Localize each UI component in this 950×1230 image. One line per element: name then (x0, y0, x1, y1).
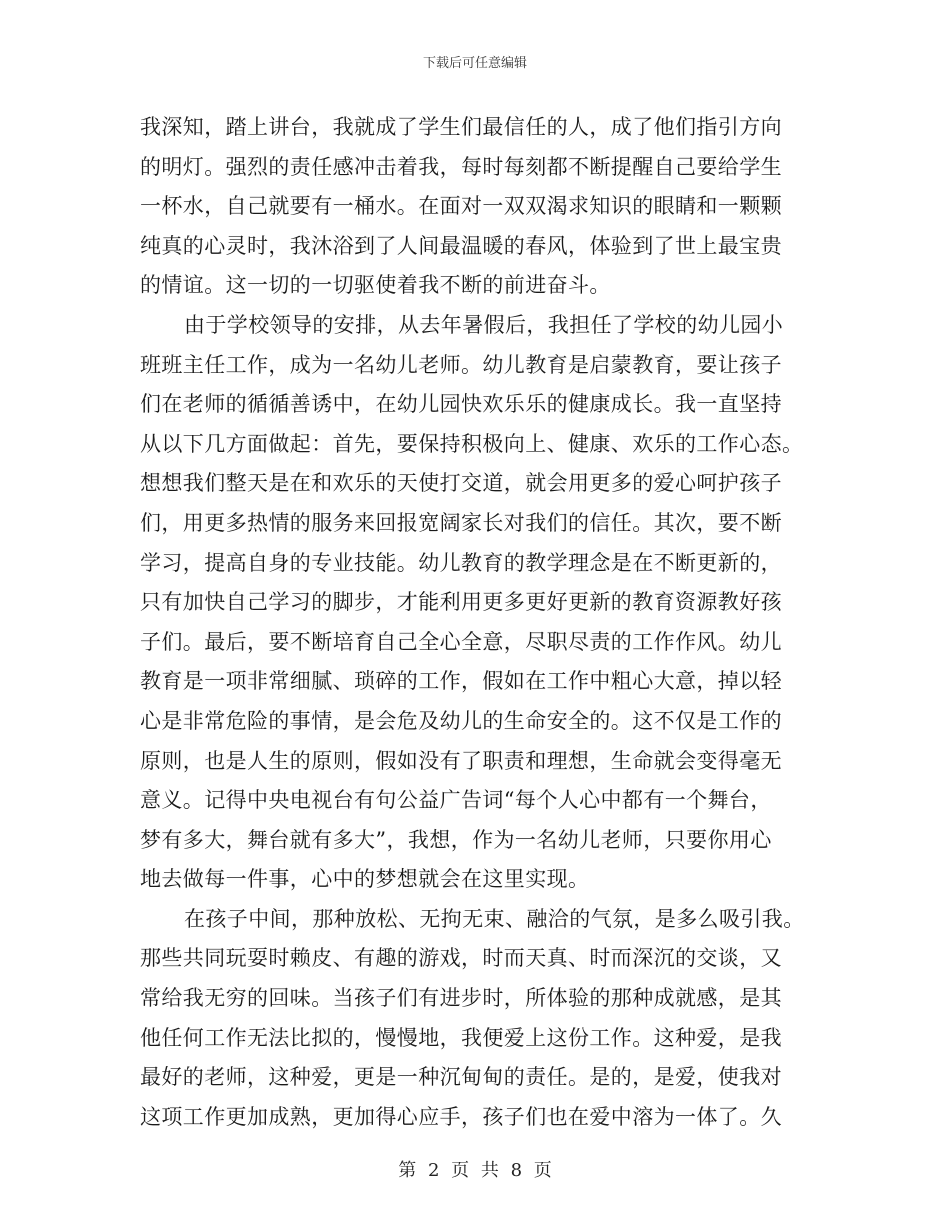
text-line: 的明灯。强烈的责任感冲击着我，每时每刻都不断提醒自己要给学生 (140, 154, 782, 179)
text-line: 纯真的心灵时，我沐浴到了人间最温暖的春风，体验到了世上最宝贵 (140, 233, 782, 258)
text-line: 班班主任工作，成为一名幼儿老师。幼儿教育是启蒙教育，要让孩子 (140, 352, 782, 377)
text-line: 这项工作更加成熟，更加得心应手，孩子们也在爱中溶为一体了。久 (140, 1104, 782, 1129)
text-line: 意义。记得中央电视台有句公益广告词“每个人心中都有一个舞台， (140, 788, 772, 813)
text-line: 学习，提高自身的专业技能。幼儿教育的教学理念是在不断更新的， (140, 550, 782, 575)
text-line: 在孩子中间，那种放松、无拘无束、融洽的气氛，是多么吸引我。 (184, 906, 805, 931)
text-line: 的情谊。这一切的一切驱使着我不断的前进奋斗。 (140, 273, 611, 298)
text-line: 子们。最后，要不断培育自己全心全意，尽职尽责的工作作风。幼儿 (140, 629, 782, 654)
text-line: 常给我无穷的回味。当孩子们有进步时，所体验的那种成就感，是其 (140, 986, 782, 1011)
text-line: 我深知，踏上讲台，我就成了学生们最信任的人，成了他们指引方向 (140, 115, 782, 139)
page-header: 下载后可任意编辑 (422, 56, 527, 71)
text-line: 原则，也是人生的原则，假如没有了职责和理想，生命就会变得毫无 (140, 748, 782, 773)
text-line: 们在老师的循循善诱中，在幼儿园快欢乐乐的健康成长。我一直坚持 (140, 392, 782, 417)
text-line: 最好的老师，这种爱，更是一种沉甸甸的责任。是的，是爱，使我对 (140, 1065, 782, 1090)
text-line: 地去做每一件事，心中的梦想就会在这里实现。 (140, 867, 590, 892)
document-body (140, 108, 820, 1137)
text-line: 们，用更多热情的服务来回报宽阔家长对我们的信任。其次，要不断 (140, 510, 782, 535)
text-line: 一杯水，自己就要有一桶水。在面对一双双渴求知识的眼睛和一颗颗 (140, 194, 782, 219)
text-line: 教育是一项非常细腻、琐碎的工作，假如在工作中粗心大意，掉以轻 (140, 669, 782, 694)
text-line: 由于学校领导的安排，从去年暑假后，我担任了学校的幼儿园小 (184, 312, 784, 337)
text-line: 只有加快自己学习的脚步，才能利用更多更好更新的教育资源教好孩 (140, 590, 782, 615)
text-line: 他任何工作无法比拟的，慢慢地，我便爱上这份工作。这种爱，是我 (140, 1025, 782, 1050)
text-line: 从以下几方面做起：首先，要保持积极向上、健康、欢乐的工作心态。 (140, 431, 804, 456)
text-line: 想想我们整天是在和欢乐的天使打交道，就会用更多的爱心呵护孩子 (140, 471, 782, 496)
text-line: 那些共同玩耍时赖皮、有趣的游戏，时而天真、时而深沉的交谈，又 (140, 946, 782, 971)
text-line: 心是非常危险的事情，是会危及幼儿的生命安全的。这不仅是工作的 (140, 708, 782, 733)
page-footer-page-number: 第 2 页 共 8 页 (398, 1160, 552, 1181)
text-line: 梦有多大，舞台就有多大”，我想，作为一名幼儿老师，只要你用心 (140, 827, 772, 852)
